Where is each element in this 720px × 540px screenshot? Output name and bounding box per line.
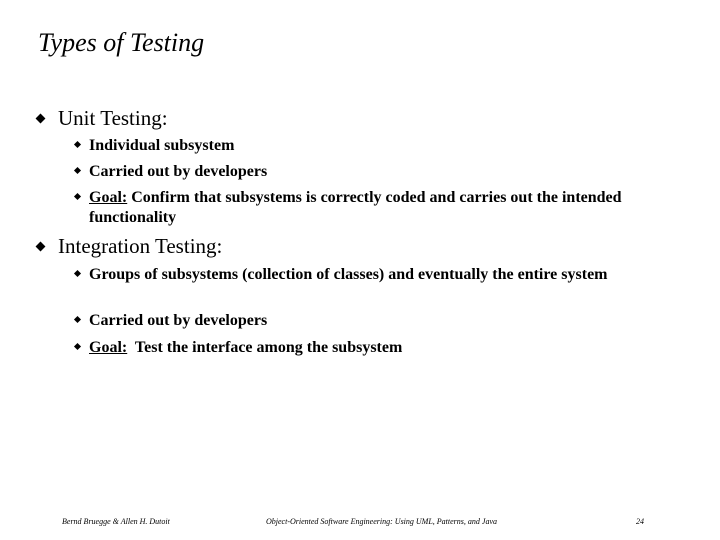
item-prefix: Goal: bbox=[89, 189, 128, 206]
item-body: Individual subsystem bbox=[89, 137, 235, 154]
list-item-text bbox=[89, 265, 669, 285]
item-prefix: Goal: bbox=[89, 339, 128, 356]
item-body: Carried out by developers bbox=[89, 312, 268, 329]
diamond-bullet-icon bbox=[74, 270, 81, 277]
list-item-text bbox=[89, 136, 669, 156]
list-item-text bbox=[89, 338, 669, 358]
item-body: Confirm that subsystems is correctly coded and carries out the intended functionality bbox=[89, 189, 622, 226]
diamond-bullet-icon bbox=[74, 167, 81, 174]
footer-book-title: Object-Oriented Software Engineering: Using UML, Patterns, and Java bbox=[266, 517, 497, 526]
slide-title: Types of Testing bbox=[38, 28, 205, 57]
diamond-bullet-icon bbox=[74, 316, 81, 323]
list-item-text bbox=[89, 162, 669, 182]
section-heading: Integration Testing: bbox=[58, 234, 223, 258]
list-item-text bbox=[89, 188, 669, 228]
diamond-bullet-icon bbox=[36, 242, 46, 252]
item-body: Test the interface among the subsystem bbox=[127, 339, 403, 356]
diamond-bullet-icon bbox=[36, 114, 46, 124]
section-heading: Unit Testing: bbox=[58, 106, 168, 130]
footer-authors: Bernd Bruegge & Allen H. Dutoit bbox=[62, 517, 170, 526]
footer-page-number: 24 bbox=[636, 517, 644, 526]
item-body: Carried out by developers bbox=[89, 163, 268, 180]
diamond-bullet-icon bbox=[74, 141, 81, 148]
diamond-bullet-icon bbox=[74, 193, 81, 200]
list-item-text bbox=[89, 311, 669, 331]
diamond-bullet-icon bbox=[74, 343, 81, 350]
item-body: Groups of subsystems (collection of classes) and eventually the entire system bbox=[89, 266, 608, 283]
